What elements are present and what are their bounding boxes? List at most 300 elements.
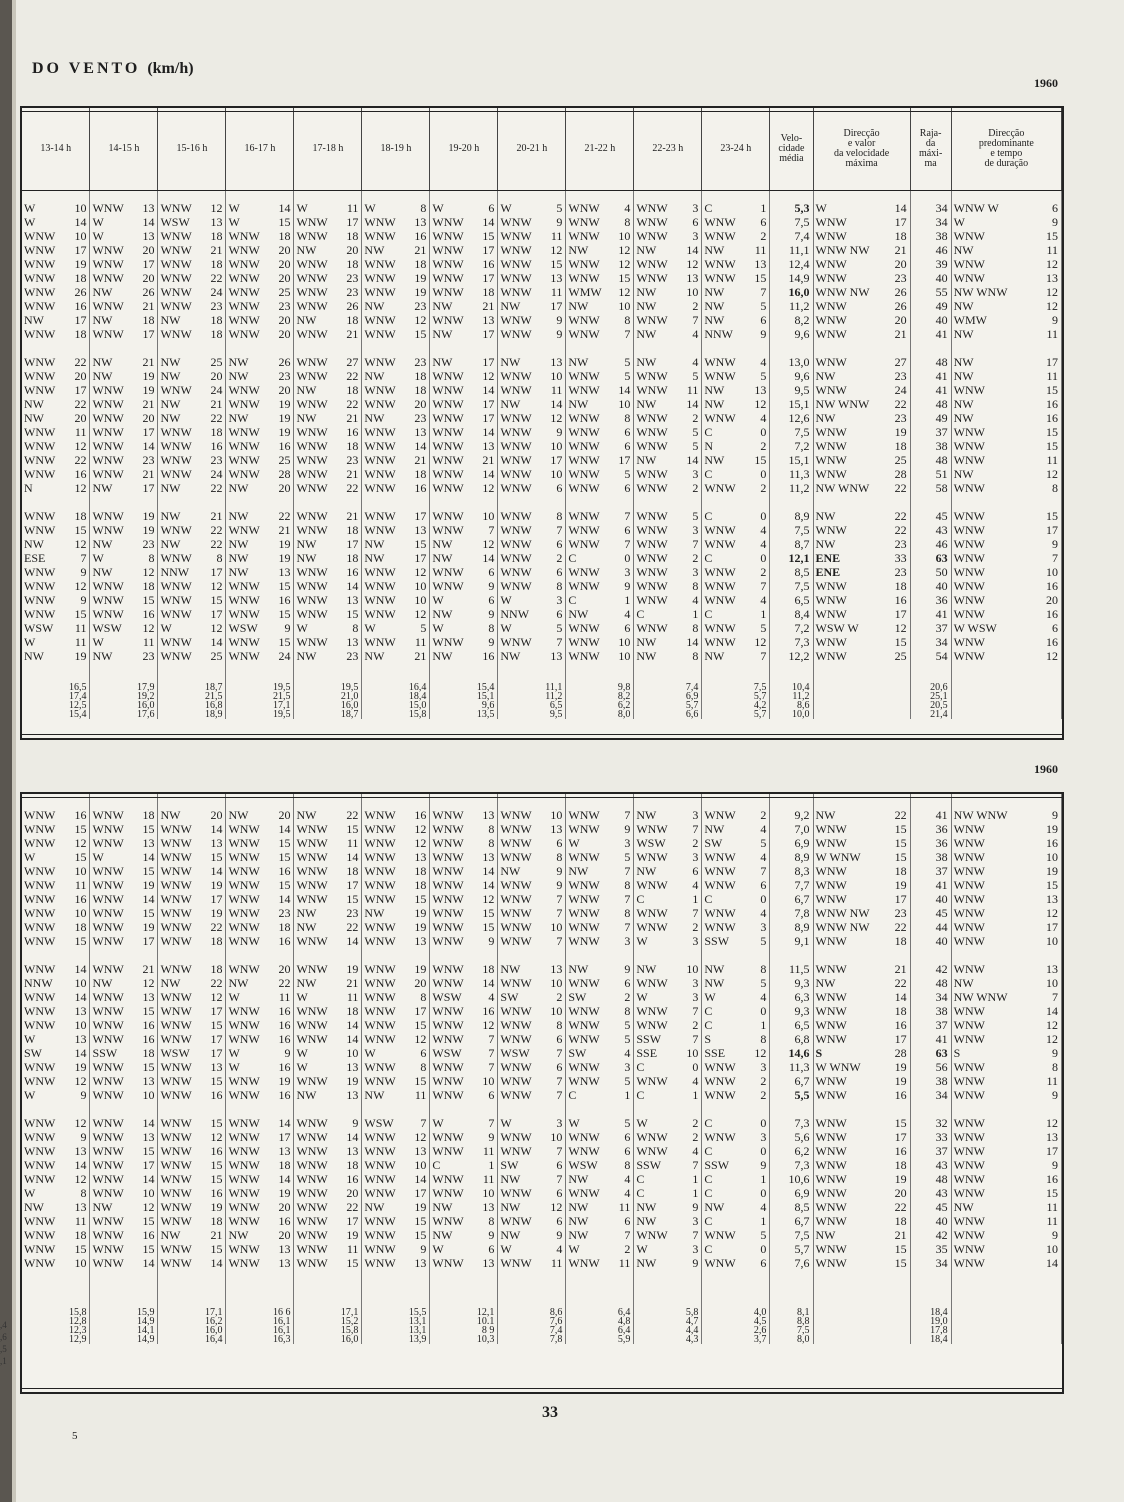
direction-cell: WNW	[636, 1130, 668, 1144]
value-cell: 10	[535, 1130, 566, 1144]
average-cell: 15,2	[294, 1317, 362, 1326]
direction-cell: WNW	[568, 523, 600, 537]
direction-cell: WNW	[228, 1032, 260, 1046]
direction-cell: WNW	[296, 864, 328, 878]
average-cell: 15,4	[22, 710, 90, 719]
direction-cell: WNW	[432, 976, 464, 990]
value-cell: 13	[127, 229, 158, 243]
direction-cell: WNW	[500, 1074, 532, 1088]
value-cell: 9	[1033, 1088, 1061, 1102]
direction-cell: C	[704, 1214, 713, 1228]
value-cell: 13	[331, 1060, 362, 1074]
value-cell: 10	[467, 495, 498, 523]
value-cell: 18	[331, 383, 362, 397]
direction-cell: NW	[160, 355, 181, 369]
value-cell: 6	[603, 481, 634, 495]
margin-fragment: ,1	[0, 1356, 7, 1366]
direction-cell: WNW	[953, 1130, 985, 1144]
value-cell: 19	[1033, 864, 1061, 878]
table-row	[22, 906, 1062, 920]
value-cell: 11	[59, 878, 90, 892]
direction-cell: WNW	[160, 850, 192, 864]
direction-cell: NW	[228, 976, 249, 990]
value-cell: 14	[59, 1046, 90, 1060]
value-cell: 8	[671, 621, 702, 635]
average-cell: 21,4	[910, 710, 951, 719]
direction-cell: WNW NW	[815, 906, 870, 920]
value-cell: 13	[59, 1004, 90, 1018]
direction-cell: WNW	[815, 579, 847, 593]
value-cell: 18	[399, 864, 430, 878]
direction-cell: WNW	[704, 621, 736, 635]
value-cell: 63	[910, 1046, 951, 1060]
direction-cell: WNW	[953, 1256, 985, 1270]
value-cell: 49	[910, 411, 951, 425]
direction-cell: NW	[636, 1200, 657, 1214]
value-cell: 7	[535, 1088, 566, 1102]
value-cell: 40	[910, 579, 951, 593]
average-cell: 16,3	[226, 1335, 294, 1344]
direction-cell: WNW	[953, 593, 985, 607]
table-row	[22, 257, 1062, 271]
value-cell: 15	[263, 215, 294, 229]
value-cell: 7	[671, 1228, 702, 1242]
value-cell: 16	[263, 1032, 294, 1046]
value-cell: 12	[603, 243, 634, 257]
value-cell: 19	[331, 948, 362, 976]
value-cell: 17	[1033, 1144, 1061, 1158]
value-cell: 9	[399, 1242, 430, 1256]
value-cell: 48	[910, 341, 951, 369]
value-cell: 9	[603, 579, 634, 593]
average-cell: 16,1	[226, 1326, 294, 1335]
direction-cell: WNW	[296, 327, 328, 341]
direction-cell: WNW	[500, 579, 532, 593]
direction-cell: NW	[160, 397, 181, 411]
direction-cell: WNW	[500, 285, 532, 299]
value-cell: 12	[399, 822, 430, 836]
value-cell: 12	[467, 537, 498, 551]
average-cell: 8,8	[770, 1317, 813, 1326]
value-cell: 19	[884, 1074, 910, 1088]
direction-cell: W	[24, 850, 36, 864]
column-header: 21-22 h	[566, 108, 634, 191]
direction-cell: NW	[364, 411, 385, 425]
table-row	[22, 1172, 1062, 1186]
value-cell: 7	[739, 864, 770, 878]
value-cell: 9	[535, 313, 566, 327]
direction-cell: WNW	[92, 453, 124, 467]
value-cell: 10	[59, 864, 90, 878]
direction-cell: NW	[364, 1088, 385, 1102]
direction-cell: WNW	[296, 369, 328, 383]
value-cell: 21	[127, 467, 158, 481]
direction-cell: WNW	[953, 383, 985, 397]
value-cell: 13	[263, 1256, 294, 1270]
direction-cell: WNW	[364, 1018, 396, 1032]
direction-cell: C	[636, 1088, 645, 1102]
direction-cell: NNW	[24, 976, 53, 990]
value-cell: 24	[195, 467, 226, 481]
direction-cell: WNW	[500, 934, 532, 948]
direction-cell: W	[636, 1242, 648, 1256]
direction-cell: W	[500, 593, 512, 607]
average-cell: 17,6	[90, 710, 158, 719]
direction-cell: WSW	[160, 1046, 190, 1060]
direction-cell: WNW	[432, 1032, 464, 1046]
direction-cell: WNW	[432, 892, 464, 906]
direction-cell: WNW	[24, 229, 56, 243]
value-cell: 8,5	[770, 1200, 813, 1214]
direction-cell: WNW	[953, 962, 985, 976]
value-cell: 4	[603, 1186, 634, 1200]
direction-cell: WNW	[92, 439, 124, 453]
average-row	[22, 1335, 1062, 1344]
direction-cell: WNW	[228, 285, 260, 299]
direction-cell: WNW	[500, 1060, 532, 1074]
value-cell: 15	[195, 1158, 226, 1172]
value-cell: 7	[671, 1004, 702, 1018]
average-cell	[813, 710, 910, 719]
direction-cell: WNW	[364, 425, 396, 439]
direction-cell: WNW	[364, 1228, 396, 1242]
value-cell: 12	[59, 579, 90, 593]
direction-cell: W	[296, 990, 308, 1004]
table-row	[22, 299, 1062, 313]
value-cell: 16	[263, 439, 294, 453]
value-cell: 8	[467, 621, 498, 635]
value-cell: 7	[1033, 551, 1061, 565]
value-cell: 21	[127, 948, 158, 976]
value-cell: 17	[195, 607, 226, 621]
average-cell: 21,0	[294, 692, 362, 701]
value-cell: 17	[884, 1130, 910, 1144]
direction-cell: WNW	[815, 1200, 847, 1214]
direction-cell: WNW	[500, 453, 532, 467]
value-cell: 16	[399, 794, 430, 822]
average-row	[22, 1317, 1062, 1326]
value-cell: 2	[603, 1242, 634, 1256]
value-cell: 17	[331, 1214, 362, 1228]
value-cell: 13	[195, 215, 226, 229]
direction-cell: WNW	[296, 215, 328, 229]
direction-cell: NW	[296, 537, 317, 551]
direction-cell: WNW	[568, 383, 600, 397]
value-cell: 43	[910, 1186, 951, 1200]
average-cell	[813, 692, 910, 701]
value-cell: 12	[59, 836, 90, 850]
value-cell: 2	[671, 836, 702, 850]
value-cell: 18	[59, 920, 90, 934]
direction-cell: NW	[296, 808, 317, 822]
average-cell: 16,0	[90, 701, 158, 710]
direction-cell: WNW	[92, 607, 124, 621]
value-cell: 10	[603, 299, 634, 313]
direction-cell: NW	[568, 355, 589, 369]
value-cell: 7	[603, 892, 634, 906]
average-cell: 17,1	[158, 1270, 226, 1317]
value-cell: 9	[467, 1130, 498, 1144]
direction-cell: NW	[568, 1228, 589, 1242]
value-cell: 9	[535, 327, 566, 341]
value-cell: 6,5	[770, 1018, 813, 1032]
direction-cell: NW	[636, 397, 657, 411]
direction-cell: WNW	[364, 1144, 396, 1158]
direction-cell: WNW	[92, 425, 124, 439]
value-cell: 21	[331, 495, 362, 523]
value-cell: 18	[127, 794, 158, 822]
value-cell: 14	[399, 439, 430, 453]
value-cell: 16	[1033, 411, 1061, 425]
value-cell: 11	[331, 990, 362, 1004]
value-cell: 23	[331, 271, 362, 285]
value-cell: 8	[331, 621, 362, 635]
value-cell: 9	[739, 327, 770, 341]
value-cell: 8	[467, 1214, 498, 1228]
value-cell: 7,0	[770, 822, 813, 836]
value-cell: 7,5	[770, 1228, 813, 1242]
value-cell: 1	[467, 1158, 498, 1172]
value-cell: 11	[59, 635, 90, 649]
value-cell: 12	[467, 1018, 498, 1032]
value-cell: 15	[1033, 495, 1061, 523]
direction-cell: WNW	[24, 383, 56, 397]
direction-cell: WNW	[568, 1256, 600, 1270]
direction-cell: NW	[568, 864, 589, 878]
direction-cell: NW WNW	[953, 285, 1008, 299]
value-cell: 15	[195, 850, 226, 864]
direction-cell: WNW	[24, 1172, 56, 1186]
value-cell: 3	[739, 1130, 770, 1144]
direction-cell: WNW	[815, 1004, 847, 1018]
direction-cell: S	[704, 1032, 712, 1046]
value-cell: 22	[884, 397, 910, 411]
column-header: 19-20 h	[430, 108, 498, 191]
direction-cell: WNW	[636, 1018, 668, 1032]
direction-cell: NW	[953, 299, 974, 313]
value-cell: 15	[127, 593, 158, 607]
value-cell: 15	[399, 1228, 430, 1242]
direction-cell: NW	[24, 649, 44, 663]
direction-cell: WNW	[364, 635, 396, 649]
direction-cell: WNW	[953, 649, 985, 663]
direction-cell: NW	[228, 355, 249, 369]
value-cell: 43	[910, 523, 951, 537]
value-cell: 16	[884, 1018, 910, 1032]
value-cell: 5,3	[770, 191, 813, 216]
column-header: 17-18 h	[294, 108, 362, 191]
direction-cell: WNW	[815, 1116, 847, 1130]
direction-cell: WNW	[500, 1186, 532, 1200]
table-row	[22, 453, 1062, 467]
value-cell: 15	[884, 1242, 910, 1256]
direction-cell: WNW	[364, 1186, 396, 1200]
direction-cell: WNW	[228, 593, 260, 607]
value-cell: 15	[331, 1256, 362, 1270]
direction-cell: WNW	[704, 257, 736, 271]
value-cell: 18	[884, 864, 910, 878]
direction-cell: WNW	[296, 397, 328, 411]
direction-cell: WNW	[815, 1018, 847, 1032]
direction-cell: NW	[704, 976, 725, 990]
value-cell: 13	[331, 1088, 362, 1102]
value-cell: 1	[739, 1172, 770, 1186]
value-cell: 15	[195, 1074, 226, 1088]
value-cell: 18	[263, 920, 294, 934]
value-cell: 3	[603, 836, 634, 850]
direction-cell: WNW	[953, 1074, 985, 1088]
direction-cell: NW	[296, 313, 317, 327]
direction-cell: WMW	[568, 285, 602, 299]
value-cell: 18	[399, 878, 430, 892]
direction-cell: WNW	[815, 257, 847, 271]
direction-cell: WNW	[92, 1228, 124, 1242]
direction-cell: NW WNW	[815, 481, 870, 495]
value-cell: 49	[910, 299, 951, 313]
direction-cell: WNW	[160, 836, 192, 850]
direction-cell: W	[24, 635, 36, 649]
value-cell: 0	[739, 495, 770, 523]
direction-cell: NW	[953, 355, 974, 369]
direction-cell: NW	[296, 551, 317, 565]
value-cell: 6	[535, 565, 566, 579]
average-cell: 6,4	[566, 1270, 634, 1317]
average-cell: 17,4	[22, 692, 90, 701]
direction-cell: WNW	[228, 906, 260, 920]
direction-cell: WNW	[568, 467, 600, 481]
value-cell: 9	[535, 864, 566, 878]
column-header: Direcção e valor da velocidade máxima	[813, 108, 910, 191]
average-cell: 5,7	[702, 710, 770, 719]
direction-cell: WNW	[92, 1186, 124, 1200]
value-cell: 18	[331, 1004, 362, 1018]
value-cell: 7	[671, 822, 702, 836]
value-cell: 0	[739, 1144, 770, 1158]
average-cell: 20,5	[910, 701, 951, 710]
direction-cell: WNW	[432, 1004, 464, 1018]
direction-cell: NW	[432, 299, 453, 313]
average-cell: 9,8	[566, 663, 634, 692]
page-title	[32, 60, 194, 78]
value-cell: 8	[739, 948, 770, 976]
value-cell: 19	[399, 271, 430, 285]
average-cell	[813, 1335, 910, 1344]
direction-cell: WNW	[568, 565, 600, 579]
direction-cell: WNW	[228, 579, 260, 593]
value-cell: 9	[535, 878, 566, 892]
value-cell: 41	[910, 327, 951, 341]
direction-cell: WNW	[160, 1004, 192, 1018]
value-cell: 23	[263, 906, 294, 920]
direction-cell: WNW	[160, 1214, 192, 1228]
value-cell: 19	[127, 523, 158, 537]
value-cell: 11	[739, 243, 770, 257]
direction-cell: WNW	[815, 1074, 847, 1088]
value-cell: 15	[884, 635, 910, 649]
direction-cell: WNW	[953, 1032, 985, 1046]
title-text: DO VENTO	[32, 60, 141, 77]
value-cell: 17	[127, 481, 158, 495]
direction-cell: WNW	[704, 1130, 736, 1144]
value-cell: 15	[467, 906, 498, 920]
direction-cell: WNW	[24, 962, 56, 976]
value-cell: 3	[739, 1060, 770, 1074]
value-cell: 15	[467, 920, 498, 934]
direction-cell: WNW	[364, 285, 396, 299]
value-cell: 13	[535, 271, 566, 285]
direction-cell: WNW	[568, 920, 600, 934]
direction-cell: WNW	[636, 551, 668, 565]
value-cell: 13	[59, 1144, 90, 1158]
value-cell: 6	[603, 976, 634, 990]
value-cell: 10	[399, 1158, 430, 1172]
direction-cell: WNW	[432, 1074, 464, 1088]
value-cell: 5	[739, 836, 770, 850]
direction-cell: WSW	[432, 990, 462, 1004]
value-cell: 4	[603, 191, 634, 216]
direction-cell: WNW	[636, 425, 668, 439]
direction-cell: WNW	[364, 976, 396, 990]
direction-cell: W	[92, 850, 104, 864]
direction-cell: WNW	[364, 593, 396, 607]
average-cell: 16 6	[226, 1270, 294, 1317]
value-cell: 18	[884, 1004, 910, 1018]
direction-cell: ESE	[24, 551, 46, 565]
direction-cell: WNW	[636, 201, 668, 215]
value-cell: 13	[535, 948, 566, 976]
direction-cell: WNW	[815, 934, 847, 948]
direction-cell: WNW	[92, 990, 124, 1004]
value-cell: 18	[195, 948, 226, 976]
value-cell: 2	[671, 1130, 702, 1144]
direction-cell: WNW	[24, 1060, 56, 1074]
value-cell: 8	[535, 1018, 566, 1032]
value-cell: 7,5	[770, 523, 813, 537]
direction-cell: WNW	[364, 1032, 396, 1046]
value-cell: 7,3	[770, 1158, 813, 1172]
average-cell: 13,1	[362, 1317, 430, 1326]
value-cell: 15	[884, 836, 910, 850]
column-header: 14-15 h	[90, 108, 158, 191]
direction-cell: WNW	[568, 229, 600, 243]
value-cell: 11	[331, 191, 362, 216]
value-cell: 18	[331, 257, 362, 271]
value-cell: 19	[399, 285, 430, 299]
value-cell: 12	[467, 481, 498, 495]
table-row	[22, 1186, 1062, 1200]
value-cell: 15	[59, 523, 90, 537]
value-cell: 19	[127, 369, 158, 383]
value-cell: 15	[195, 1018, 226, 1032]
direction-cell: C	[636, 1186, 645, 1200]
table-row	[22, 439, 1062, 453]
direction-cell: WNW	[432, 383, 464, 397]
value-cell: 6,3	[770, 990, 813, 1004]
value-cell: 11	[399, 1088, 430, 1102]
table-row	[22, 593, 1062, 607]
value-cell: 10	[467, 1074, 498, 1088]
direction-cell: NW	[160, 509, 181, 523]
value-cell: 2	[739, 794, 770, 822]
column-header: 15-16 h	[158, 108, 226, 191]
value-cell: 48	[910, 453, 951, 467]
direction-cell: WNW	[364, 1242, 396, 1256]
direction-cell: WNW	[568, 1032, 600, 1046]
direction-cell: WNW	[24, 439, 56, 453]
direction-cell: NW	[364, 369, 385, 383]
value-cell: 9	[263, 621, 294, 635]
average-cell: 18,4	[910, 1335, 951, 1344]
